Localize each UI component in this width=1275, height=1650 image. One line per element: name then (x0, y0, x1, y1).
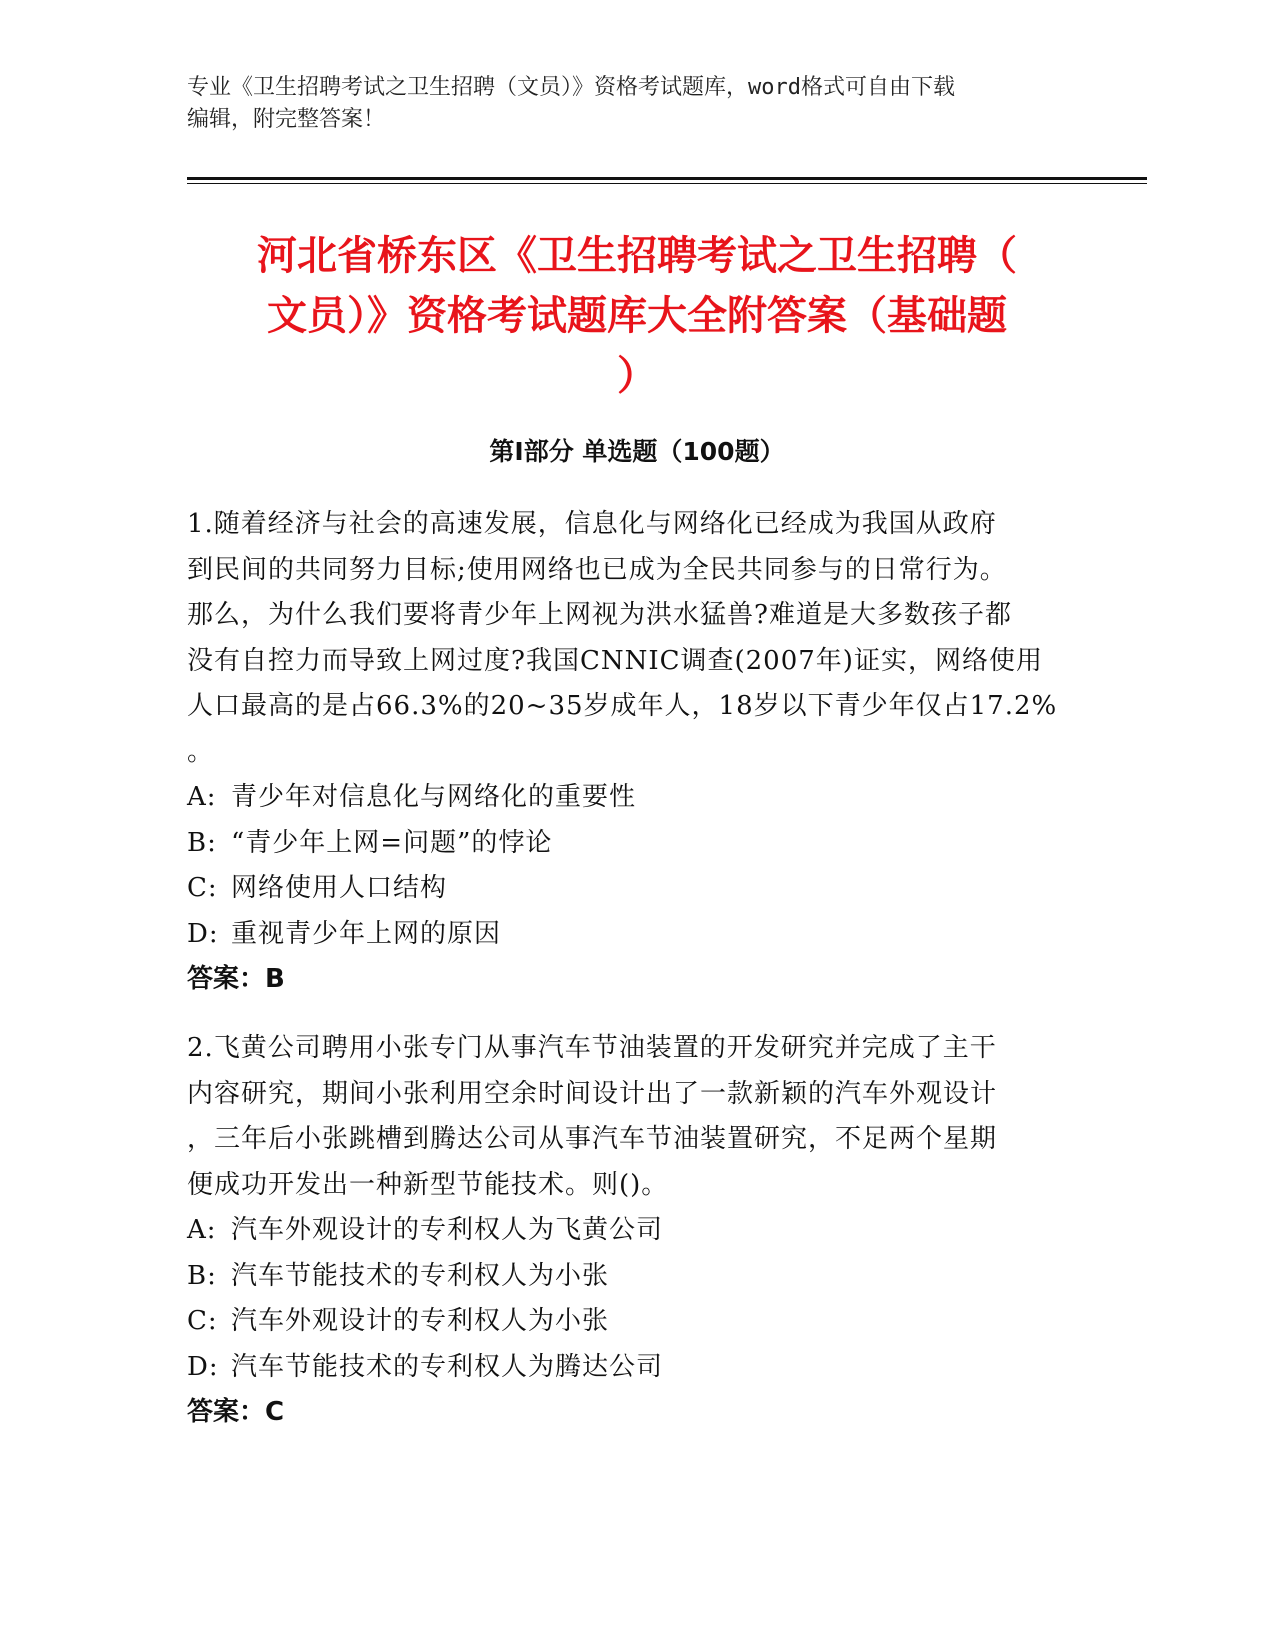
title-line: ） (617, 353, 657, 399)
question-stem-line: 人口最高的是占66.3%的20~35岁成年人，18岁以下青少年仅占17.2% (187, 691, 1058, 721)
title-line: 文员）》资格考试题库大全附答案（基础题 (267, 293, 1007, 339)
header-divider-thick (187, 177, 1147, 180)
option-text: 青少年对信息化与网络化的重要性 (231, 782, 637, 812)
question-stem-line: 内容研究，期间小张利用空余时间设计出了一款新颖的汽车外观设计 (187, 1078, 998, 1109)
option-key: B: (187, 827, 217, 858)
question-stem-line: 到民间的共同努力目标;使用网络也已成为全民共同参与的日常行为。 (187, 554, 1007, 585)
question-stem-line: 。 (187, 736, 215, 767)
option-d (187, 1345, 1087, 1391)
option-text: “青少年上网=问题”的悖论 (231, 827, 553, 858)
option-text: 汽车外观设计的专利权人为小张 (231, 1306, 610, 1336)
question-stem-line: 1.随着经济与社会的高速发展，信息化与网络化已经成为我国从政府 (187, 509, 997, 539)
answer: 答案：C (187, 1397, 285, 1427)
option-b (187, 1254, 1087, 1300)
question-stem-line: 没有自控力而导致上网过度?我国CNNIC调查(2007年)证实，网络使用 (187, 645, 1043, 676)
option-a (187, 1208, 1087, 1254)
section-title: 第I部分 单选题（100题） (489, 437, 785, 466)
answer: 答案：B (187, 964, 285, 994)
option-c (187, 1299, 1087, 1345)
header-note (187, 72, 1087, 136)
document-title (187, 226, 1087, 406)
option-text: 汽车节能技术的专利权人为腾达公司 (231, 1351, 664, 1382)
header-line: 专业《卫生招聘考试之卫生招聘（文员）》资格考试题库，word格式可自由下载 (187, 75, 955, 100)
option-text: 汽车外观设计的专利权人为飞黄公司 (231, 1215, 664, 1245)
option-a (187, 775, 1087, 821)
option-text: 重视青少年上网的原因 (231, 918, 502, 949)
question-1 (187, 502, 1087, 1003)
header-line: 编辑，附完整答案！ (187, 107, 386, 132)
option-key: D: (187, 1351, 219, 1382)
option-key: A: (187, 782, 217, 812)
header-divider-thin (187, 183, 1147, 184)
title-line: 河北省桥东区《卫生招聘考试之卫生招聘（ (257, 233, 1017, 279)
option-key: D: (187, 918, 219, 949)
question-stem-line: ，三年后小张跳槽到腾达公司从事汽车节油装置研究，不足两个星期 (187, 1124, 998, 1154)
option-key: A: (187, 1215, 217, 1245)
option-c (187, 866, 1087, 912)
option-text: 网络使用人口结构 (231, 873, 448, 903)
option-key: C: (187, 873, 218, 903)
question-stem-line: 那么，为什么我们要将青少年上网视为洪水猛兽?难道是大多数孩子都 (187, 600, 1012, 630)
question-stem-line: 2.飞黄公司聘用小张专门从事汽车节油装置的开发研究并完成了主干 (187, 1033, 997, 1063)
option-b (187, 821, 1087, 867)
option-key: C: (187, 1306, 218, 1336)
question-2 (187, 1026, 1087, 1436)
question-stem-line: 便成功开发出一种新型节能技术。则()。 (187, 1169, 669, 1200)
option-key: B: (187, 1260, 217, 1291)
option-d (187, 912, 1087, 958)
option-text: 汽车节能技术的专利权人为小张 (231, 1260, 610, 1291)
